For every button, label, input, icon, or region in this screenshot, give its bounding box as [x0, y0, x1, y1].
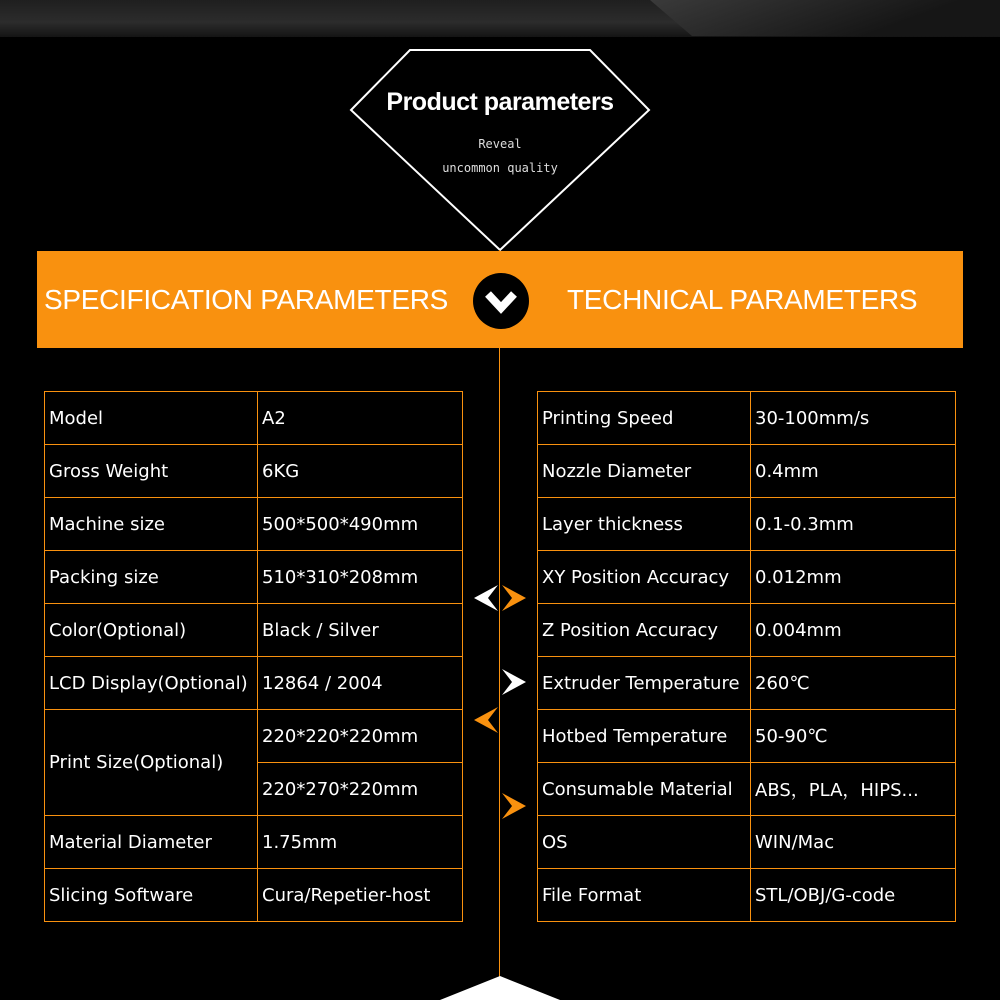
spec-value: Black / Silver: [258, 604, 463, 657]
tech-value: 0.1-0.3mm: [751, 498, 956, 551]
table-row: [45, 657, 463, 710]
spec-label: Slicing Software: [45, 869, 258, 922]
spec-label: Print Size(Optional): [45, 710, 258, 816]
tech-label: OS: [538, 816, 751, 869]
tech-label: Layer thickness: [538, 498, 751, 551]
top-banner-strip: [0, 0, 1000, 37]
spec-label: Machine size: [45, 498, 258, 551]
tech-label: XY Position Accuracy: [538, 551, 751, 604]
page-title: Product parameters: [386, 88, 614, 116]
spec-value: 220*220*220mm: [258, 710, 463, 763]
tech-value: 50-90℃: [751, 710, 956, 763]
table-row: [45, 816, 463, 869]
spec-value: A2: [258, 392, 463, 445]
tech-value: WIN/Mac: [751, 816, 956, 869]
tech-value: STL/OBJ/G-code: [751, 869, 956, 922]
table-row: [45, 498, 463, 551]
table-row: [538, 445, 956, 498]
tech-label: File Format: [538, 869, 751, 922]
right-arrow-orange-icon: [500, 583, 530, 613]
tech-value: 0.012mm: [751, 551, 956, 604]
table-row: [45, 710, 463, 763]
table-row: [538, 551, 956, 604]
page-subtitle-line1: Reveal: [478, 137, 522, 151]
table-row: [538, 710, 956, 763]
table-row: [538, 816, 956, 869]
tech-label: Printing Speed: [538, 392, 751, 445]
spec-value: 500*500*490mm: [258, 498, 463, 551]
page-subtitle-line2: uncommon quality: [442, 161, 558, 175]
table-row: [538, 869, 956, 922]
tech-label: Extruder Temperature: [538, 657, 751, 710]
spec-value: 220*270*220mm: [258, 763, 463, 816]
spec-label: Packing size: [45, 551, 258, 604]
tech-value: 0.004mm: [751, 604, 956, 657]
right-arrow-orange-icon-2: [500, 791, 530, 821]
table-row: [45, 551, 463, 604]
tech-value: 30-100mm/s: [751, 392, 956, 445]
table-row: [538, 498, 956, 551]
spec-value: 510*310*208mm: [258, 551, 463, 604]
spec-label: Color(Optional): [45, 604, 258, 657]
spec-label: Model: [45, 392, 258, 445]
top-banner-glint: [650, 0, 1000, 36]
tech-label: Nozzle Diameter: [538, 445, 751, 498]
tech-value: 260℃: [751, 657, 956, 710]
tech-label: Hotbed Temperature: [538, 710, 751, 763]
table-row: [538, 763, 956, 816]
tech-label: Z Position Accuracy: [538, 604, 751, 657]
table-row: [45, 392, 463, 445]
left-arrow-orange-icon: [470, 705, 500, 735]
specification-table: [44, 391, 463, 922]
technical-heading: TECHNICAL PARAMETERS: [567, 284, 918, 315]
right-arrow-white-icon: [500, 667, 530, 697]
table-row: [45, 445, 463, 498]
spec-label: Material Diameter: [45, 816, 258, 869]
left-arrow-white-icon: [470, 583, 500, 613]
spec-value: 6KG: [258, 445, 463, 498]
bottom-light-triangle: [440, 976, 560, 1000]
table-row: [538, 392, 956, 445]
table-row: [538, 657, 956, 710]
table-row: [538, 604, 956, 657]
spec-value: Cura/Repetier-host: [258, 869, 463, 922]
spec-label: Gross Weight: [45, 445, 258, 498]
spec-value: 1.75mm: [258, 816, 463, 869]
tech-value: ABS，PLA，HIPS...: [751, 763, 956, 816]
center-divider-line: [499, 250, 500, 980]
table-row: [45, 604, 463, 657]
tech-value: 0.4mm: [751, 445, 956, 498]
spec-value: 12864 / 2004: [258, 657, 463, 710]
technical-table: [537, 391, 956, 922]
table-row: [45, 869, 463, 922]
chevron-down-icon: [472, 272, 530, 330]
specification-heading: SPECIFICATION PARAMETERS: [44, 284, 449, 315]
tech-label: Consumable Material: [538, 763, 751, 816]
spec-label: LCD Display(Optional): [45, 657, 258, 710]
